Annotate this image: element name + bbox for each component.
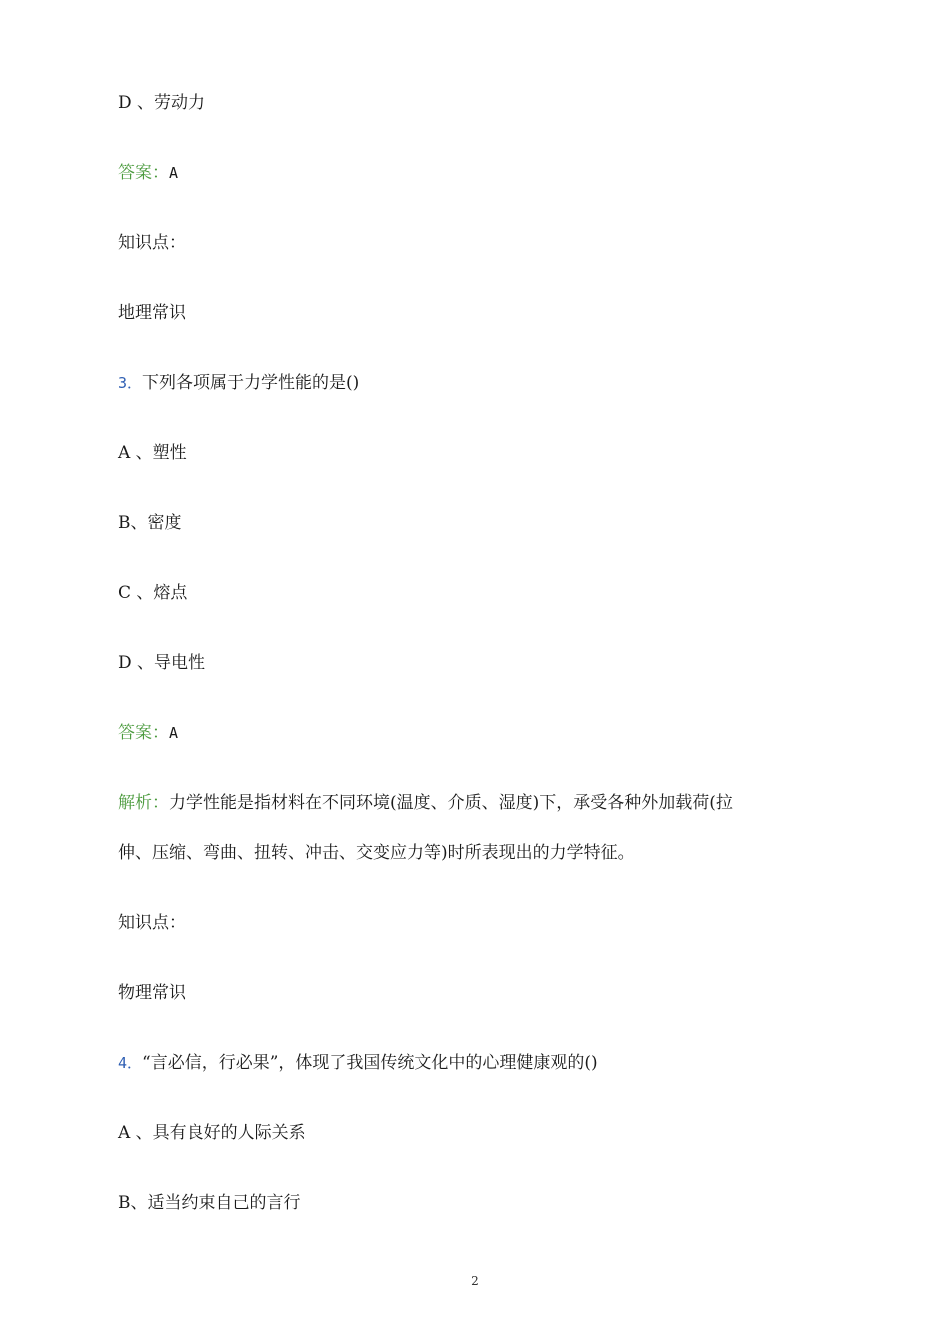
question-4 [118,1052,598,1074]
answer-value: A [169,724,179,742]
option-d-text: D 、导电性 [118,653,206,673]
question-text: 下列各项属于力学性能的是() [142,373,360,393]
explanation-label: 解析： [118,793,169,813]
explanation-continued: 伸、压缩、弯曲、扭转、冲击、交变应力等)时所表现出的力学特征。 [118,843,635,863]
answer-label: 答案： [118,723,169,743]
knowledge-label: 知识点： [118,913,186,933]
answer-line [118,162,178,184]
option-b-text: B、密度 [118,513,182,533]
knowledge-topic: 物理常识 [118,983,186,1003]
question-text: “言必信，行必果”，体现了我国传统文化中的心理健康观的() [142,1053,598,1073]
explanation-text: 力学性能是指材料在不同环境(温度、介质、湿度)下，承受各种外加载荷(拉 [169,793,733,813]
answer-label: 答案： [118,163,169,183]
option-c-text: C 、熔点 [118,583,188,603]
question-number: 4． [118,1054,143,1072]
option-d-text: D 、劳动力 [118,93,206,113]
option-a-text: A 、具有良好的人际关系 [118,1123,306,1143]
explanation-line [118,792,733,814]
page-number: 2 [471,1274,479,1288]
knowledge-topic: 地理常识 [118,303,186,323]
option-b-text: B、适当约束自己的言行 [118,1193,301,1213]
option-a-text: A 、塑性 [118,443,187,463]
question-number: 3． [118,374,143,392]
knowledge-label: 知识点： [118,233,186,253]
answer-value: A [169,164,179,182]
question-3 [118,372,359,394]
answer-line [118,722,178,744]
